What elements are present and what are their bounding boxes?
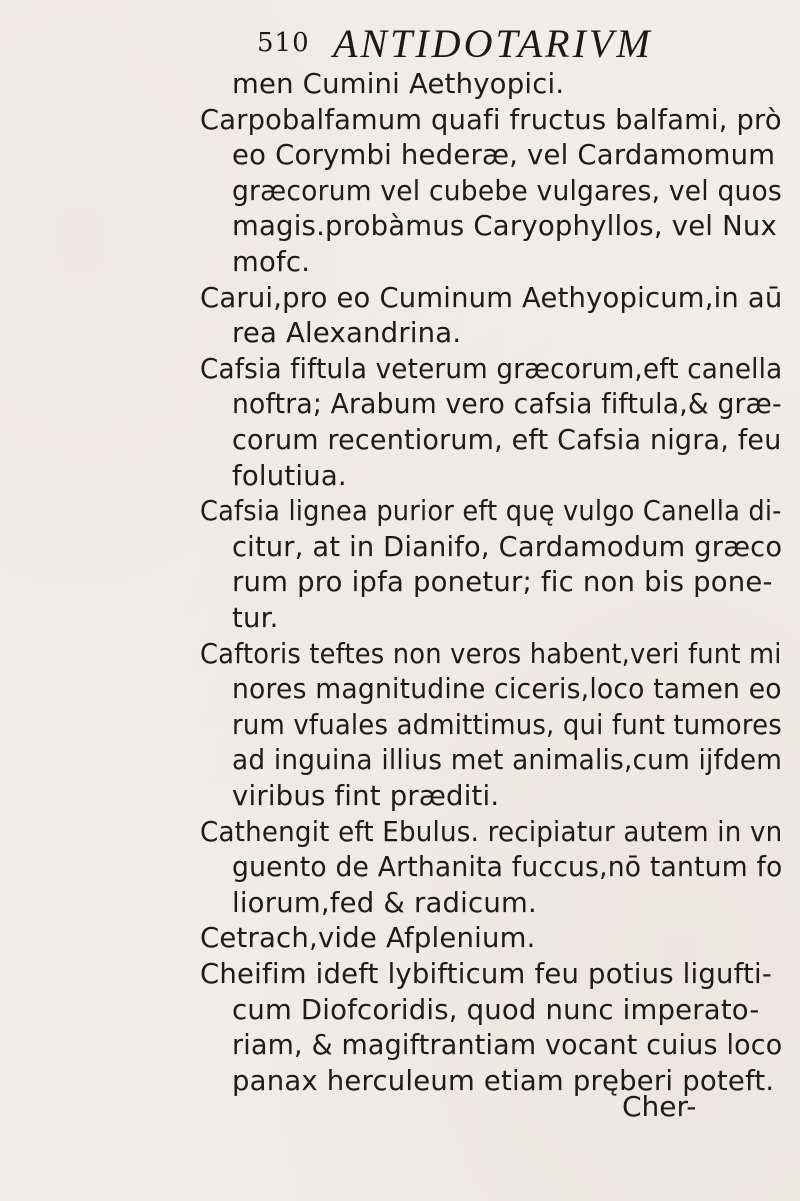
text-line: rum vfuales admittimus, qui funt tumores — [232, 708, 782, 741]
text-line: rum pro ipfa ponetur; fic non bis pone- — [232, 566, 773, 599]
catchword: Cher- — [622, 1090, 697, 1123]
text-line: nores magnitudine ciceris,loco tamen eo — [232, 673, 782, 706]
entry-heading-line: Cetrach,vide Afplenium. — [200, 922, 536, 955]
entry-heading-line: Carui,pro eo Cuminum Aethyopicum,in aū — [200, 281, 783, 314]
text-line: liorum,fed & radicum. — [232, 886, 537, 919]
entry-heading-line: Cheifim ideft lybifticum feu potius ligufti- — [200, 958, 772, 990]
text-line: folutiua. — [232, 459, 347, 492]
text-line: noftra; Arabum vero cafsia fiftula,& græ- — [232, 388, 782, 421]
entry-heading-line: Cathengit eft Ebulus. recipiatur autem in vn — [200, 815, 783, 848]
text-line: panax herculeum etiam pręberi poteft. — [232, 1064, 775, 1097]
text-line: riam, & magiftrantiam vocant cuius loco — [232, 1029, 783, 1062]
text-line: citur, at in Dianifo, Cardamodum græco — [232, 530, 783, 563]
text-line: magis.probàmus Caryophyllos, vel Nux — [232, 210, 777, 243]
text-line: corum recentiorum, eft Cafsia nigra, feu — [232, 424, 782, 456]
entry-heading-line: Cafsia fiftula veterum græcorum,eft canella — [200, 352, 783, 385]
text-line: eo Corymbi hederæ, vel Cardamomum — [232, 139, 776, 172]
text-line: viribus fint præditi. — [232, 780, 500, 812]
entry-heading-line: Caftoris teftes non veros habent,veri funt mi — [200, 637, 782, 670]
text-line: cum Diofcoridis, quod nunc imperato- — [232, 993, 760, 1026]
text-line: græcorum vel cubebe vulgares, vel quos — [232, 174, 782, 207]
text-line: men Cumini Aethyopici. — [232, 68, 565, 100]
entry-heading-line: Cafsia lignea purior eft quę vulgo Canella di- — [200, 495, 782, 528]
page-header — [0, 14, 800, 64]
text-line: tur. — [232, 602, 279, 634]
text-line: guento de Arthanita fuccus,nō tantum fo — [232, 851, 783, 884]
text-line: rea Alexandrina. — [232, 317, 462, 350]
text-line: ad inguina illius met animalis,cum ijfdem — [232, 744, 783, 777]
entry-heading-line: Carpobalfamum quafi fructus balfami, prò — [200, 103, 782, 136]
page-number: 510 — [257, 28, 310, 58]
running-title: ANTIDOTARIVM — [333, 21, 653, 66]
text-line: mofc. — [232, 246, 311, 278]
